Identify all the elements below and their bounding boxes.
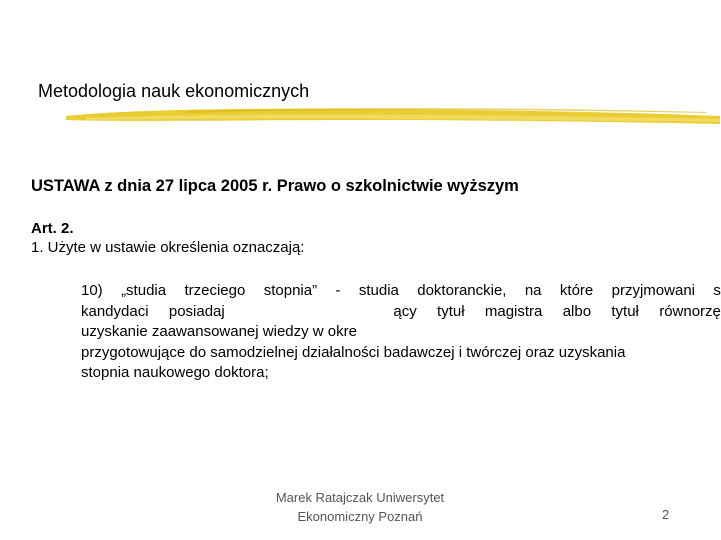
word: tytuł [437, 302, 465, 320]
article-heading: Art. 2. [31, 220, 74, 237]
word: s [713, 282, 721, 299]
word: „studia [121, 282, 167, 299]
word: magistra [484, 302, 543, 320]
word: które [559, 282, 594, 299]
footer-author [250, 488, 470, 526]
definition-paragraph [81, 281, 721, 384]
title-underline-brush [66, 104, 720, 132]
text-gap [245, 302, 373, 323]
paragraph-line-4: przygotowujące do samodzielnej działalności badawczej i twórczej oraz uzyskania [81, 343, 626, 361]
page-number: 2 [662, 507, 670, 522]
word: równorzę [659, 302, 721, 320]
word: tytuł [611, 302, 639, 320]
word: ący [393, 302, 417, 320]
paragraph-line-5: stopnia naukowego doktora; [81, 364, 269, 381]
word: doktoranckie, [417, 282, 507, 299]
word: stopnia” [263, 282, 318, 299]
item-intro: 1. Użyte w ustawie określenia oznaczają: [31, 239, 305, 256]
word: przyjmowani [611, 282, 695, 299]
word: - [335, 282, 341, 299]
word: trzeciego [184, 282, 246, 299]
paragraph-line-2 [81, 302, 721, 323]
slide-title: Metodologia nauk ekonomicznych [38, 81, 310, 101]
footer-author-line-2: Ekonomiczny Poznań [297, 509, 423, 524]
footer-author-line-1: Marek Ratajczak Uniwersytet [275, 490, 445, 505]
word: posiadaj [168, 302, 225, 320]
paragraph-line-1 [81, 281, 721, 302]
law-title: USTAWA z dnia 27 lipca 2005 r. Prawo o szkolnictwie wyższym [31, 177, 519, 195]
paragraph-line-3: uzyskanie zaawansowanej wiedzy w okre [81, 323, 357, 340]
word: 10) [81, 282, 103, 299]
word: kandydaci [81, 302, 149, 320]
word: albo [562, 302, 592, 320]
word: na [524, 282, 542, 299]
word: studia [358, 282, 399, 299]
